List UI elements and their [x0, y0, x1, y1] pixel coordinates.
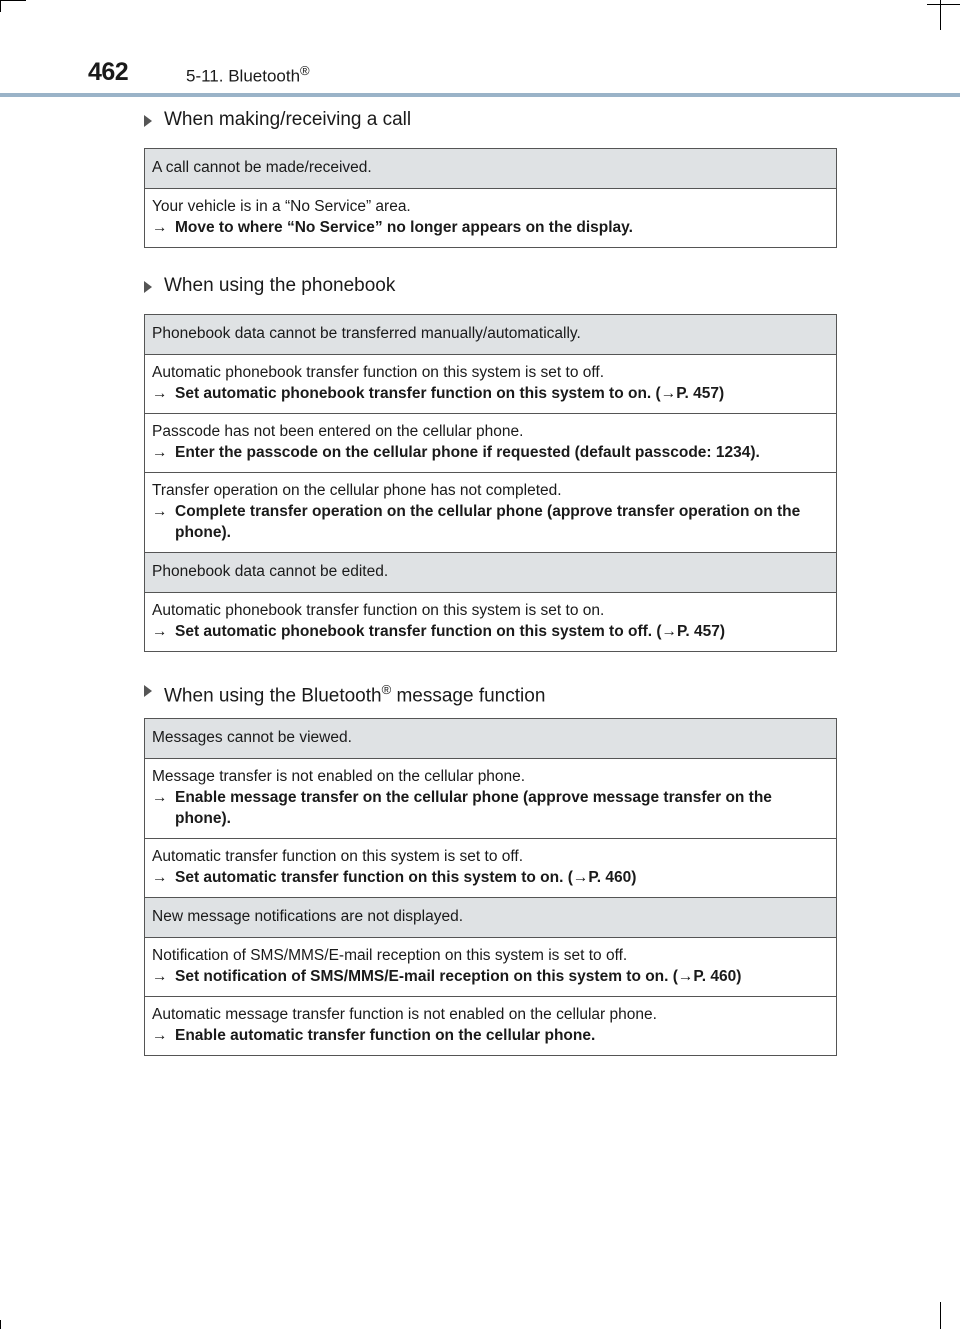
subsection-heading-tail: message function	[391, 685, 546, 707]
solution-text: Enable automatic transfer function on the cellular phone.	[175, 1027, 596, 1044]
triangle-bullet-icon	[144, 115, 152, 127]
problem-row	[145, 719, 836, 758]
section-title-text: 5-11. Bluetooth	[186, 66, 301, 86]
solution-text: Set automatic phonebook transfer function on this system to on. (→P. 457)	[175, 385, 725, 402]
arrow-right-icon: →	[152, 968, 168, 985]
crop-mark-bottom-right	[940, 1302, 941, 1329]
cause-row	[145, 413, 836, 472]
troubleshooting-table	[144, 314, 837, 652]
problem-row	[145, 897, 836, 937]
solution	[152, 501, 828, 543]
cause-row	[145, 996, 836, 1055]
cause-row	[145, 592, 836, 651]
solution	[152, 966, 828, 987]
solution-text: Enable message transfer on the cellular phone (approve message transfer on the phone).	[175, 789, 772, 827]
solution-text: Enter the passcode on the cellular phone if requested (default passcode: 1234).	[175, 444, 760, 461]
problem-text: New message notifications are not displayed.	[152, 908, 464, 925]
cause-row	[145, 838, 836, 897]
cause-text: Message transfer is not enabled on the cellular phone.	[152, 768, 526, 785]
solution-text: Set automatic phonebook transfer function on this system to off. (→P. 457)	[175, 623, 726, 640]
solution	[152, 1025, 828, 1046]
solution	[152, 217, 828, 238]
problem-row	[145, 552, 836, 592]
arrow-right-icon: →	[152, 503, 168, 520]
cause-row	[145, 472, 836, 552]
troubleshooting-table	[144, 148, 837, 248]
page-number: 462	[88, 58, 129, 86]
solution	[152, 383, 828, 404]
triangle-bullet-icon	[144, 281, 152, 293]
solution	[152, 442, 828, 463]
solution	[152, 787, 828, 829]
cause-row	[145, 188, 836, 247]
cause-row	[145, 758, 836, 838]
problem-text: Phonebook data cannot be transferred manually/automatically.	[152, 325, 581, 342]
cause-text: Automatic phonebook transfer function on this system is set to off.	[152, 364, 605, 381]
subsection-heading	[144, 676, 837, 706]
troubleshooting-table	[144, 718, 837, 1056]
arrow-right-icon: →	[152, 385, 168, 402]
solution-text: Set notification of SMS/MMS/E-mail reception on this system to on. (→P. 460)	[175, 968, 742, 985]
solution-text: Move to where “No Service” no longer appears on the display.	[175, 219, 633, 236]
arrow-right-icon: →	[152, 444, 168, 461]
arrow-right-icon: →	[152, 869, 168, 886]
cause-text: Notification of SMS/MMS/E-mail reception on this system is set to off.	[152, 947, 628, 964]
cause-text: Automatic transfer function on this system is set to off.	[152, 848, 524, 865]
cause-text: Passcode has not been entered on the cellular phone.	[152, 423, 524, 440]
subsection-heading-text: When using the Bluetooth	[164, 685, 382, 707]
header-rule	[0, 93, 960, 97]
registered-mark: ®	[300, 63, 310, 78]
problem-row	[145, 315, 836, 354]
problem-text: Phonebook data cannot be edited.	[152, 563, 389, 580]
arrow-right-icon: →	[152, 1027, 168, 1044]
solution	[152, 621, 828, 642]
solution-text: Complete transfer operation on the cellular phone (approve transfer operation on the phone).	[175, 503, 801, 541]
problem-row	[145, 149, 836, 188]
solution-text: Set automatic transfer function on this system to on. (→P. 460)	[175, 869, 637, 886]
subsection-heading-text: When making/receiving a call	[164, 109, 412, 130]
section-title	[186, 63, 310, 87]
arrow-right-icon: →	[152, 219, 168, 236]
subsection-heading	[144, 106, 837, 136]
cause-text: Transfer operation on the cellular phone has not completed.	[152, 482, 562, 499]
main-content	[144, 106, 837, 1080]
cause-text: Your vehicle is in a “No Service” area.	[152, 198, 411, 215]
subsection-heading-text: When using the phonebook	[164, 275, 396, 296]
arrow-right-icon: →	[152, 789, 168, 806]
cause-text: Automatic message transfer function is not enabled on the cellular phone.	[152, 1006, 657, 1023]
problem-text: A call cannot be made/received.	[152, 159, 372, 176]
arrow-right-icon: →	[152, 623, 168, 640]
registered-mark: ®	[381, 682, 392, 697]
crop-mark-bottom-left	[0, 1320, 1, 1329]
solution	[152, 867, 828, 888]
triangle-bullet-icon	[144, 685, 152, 697]
cause-row	[145, 354, 836, 413]
cause-text: Automatic phonebook transfer function on this system is set to on.	[152, 602, 605, 619]
page-header	[0, 0, 960, 100]
subsection-heading	[144, 272, 837, 302]
cause-row	[145, 937, 836, 996]
problem-text: Messages cannot be viewed.	[152, 729, 352, 746]
